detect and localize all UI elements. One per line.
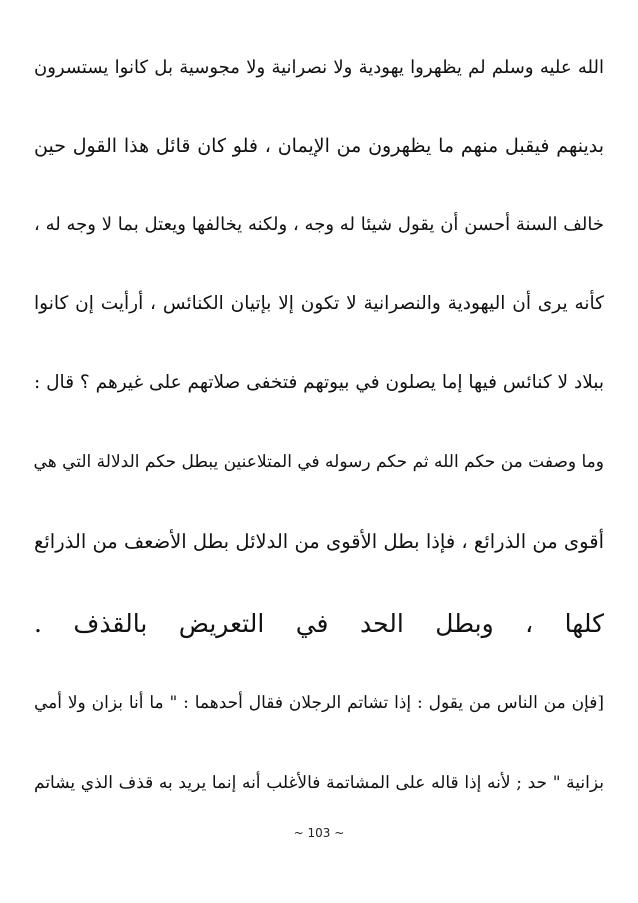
- text-line-3: خالف السنة أحسن أن يقول شيئا له وجه ، ولكنه يخالفها ويعتل بما لا وجه له ،: [34, 214, 604, 235]
- text-line-6: وما وصفت من حكم الله ثم حكم رسوله في المتلاعنين يبطل حكم الدلالة التي هي: [34, 452, 604, 472]
- text-line-9: [فإن من الناس من يقول : إذا تشاتم الرجلان فقال أحدهما : " ما أنا بزان ولا أمي: [34, 693, 604, 713]
- text-line-1: الله عليه وسلم لم يظهروا يهودية ولا نصرانية ولا مجوسية بل كانوا يستسرون: [34, 57, 604, 78]
- text-line-8: كلها ، وبطل الحد في التعريض بالقذف .: [34, 609, 604, 638]
- text-line-5: ببلاد لا كنائس فيها إما يصلون في بيوتهم فتخفى صلاتهم على غيرهم ؟ قال :: [34, 372, 604, 393]
- text-line-7: أقوى من الذرائع ، فإذا بطل الأقوى من الدلائل بطل الأضعف من الذرائع: [34, 530, 604, 553]
- text-line-10: بزانية " حد ; لأنه إذا قاله على المشاتمة فالأغلب أنه إنما يريد به قذف الذي يشاتم: [34, 773, 604, 793]
- text-line-4: كأنه يرى أن اليهودية والنصرانية لا تكون إلا بإتيان الكنائس ، أرأيت إن كانوا: [34, 293, 604, 314]
- page-number: ~ 103 ~: [293, 826, 345, 840]
- text-line-2: بدينهم فيقبل منهم ما يظهرون من الإيمان ، فلو كان قائل هذا القول حين: [34, 135, 604, 157]
